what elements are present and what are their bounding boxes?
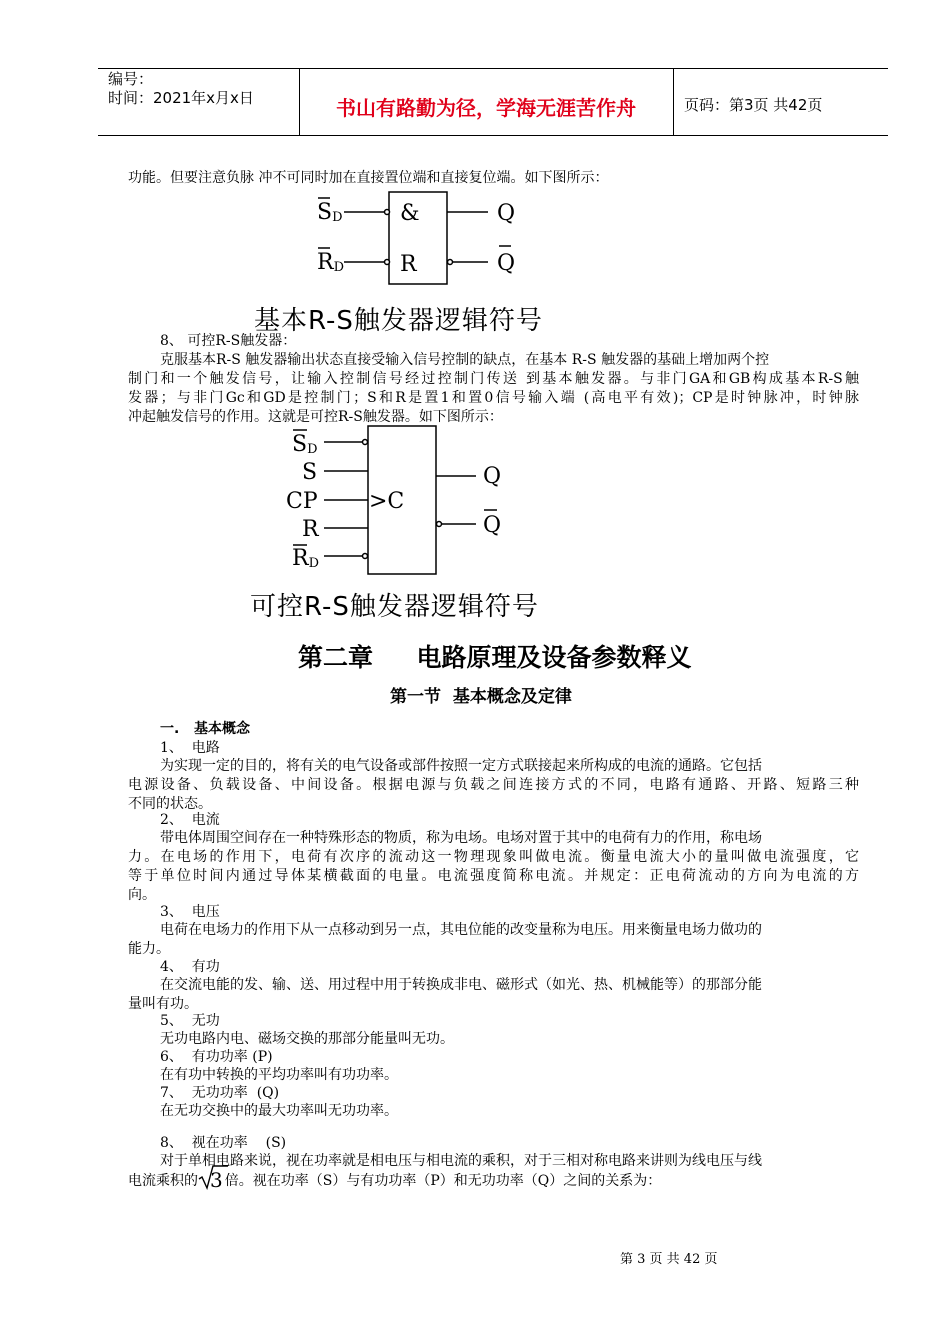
section-title: 第一节 基本概念及定律 <box>390 687 572 707</box>
item3-paragraph <box>128 921 859 959</box>
ctrl-sd-inversion-bubble <box>363 440 368 445</box>
item1-line-3: 不同的状态。 <box>128 796 212 812</box>
basic-qbar-inversion-bubble <box>448 260 453 265</box>
figure-controlled-rs-flipflop <box>280 422 520 578</box>
sqrt-value: 3 <box>210 1168 223 1192</box>
item4-heading: 4、 有功 <box>160 959 220 975</box>
ctrl-cp-label: CP <box>286 489 318 514</box>
basic-rd-label: RD <box>317 250 345 275</box>
last-line-suffix: 倍。视在功率（S）与有功功率（P）和无功功率（Q）之间的关系为： <box>224 1173 662 1189</box>
item4-line-2: 量叫有功。 <box>128 996 198 1012</box>
header-number-label: 编号： <box>108 70 154 88</box>
header-meta <box>108 70 254 108</box>
ctrl-clock-label: >C <box>369 489 405 514</box>
item3-line-1: 电荷在电场力的作用下从一点移动到另一点，其电位能的改变量称为电压。用来衡量电场力做功的 <box>160 922 762 938</box>
header-page-info: 页码：第3页 共42页 <box>684 96 823 114</box>
item5-heading: 5、 无功 <box>160 1013 220 1029</box>
item1-heading: 1、 电路 <box>160 740 220 756</box>
page-footer: 第 3 页 共 42 页 <box>620 1252 718 1267</box>
item1-line-1: 为实现一定的目的，将有关的电气设备或部件按照一定方式联接起来所构成的电流的通路。它包括 <box>160 758 762 774</box>
last-line-prefix: 电流乘积的 <box>128 1173 198 1189</box>
item1-line-2: 电源设备、负载设备、中间设备。根据电源与负载之间连接方式的不同，电路有通路、开路、短路三种 <box>128 777 859 793</box>
item3-line-2: 能力。 <box>128 941 170 957</box>
header-motto: 书山有路勤为径，学海无涯苦作舟 <box>336 96 636 120</box>
item1-paragraph <box>128 757 859 814</box>
ctrl-sd-label: SD <box>292 432 318 457</box>
ctrl-s-label: S <box>302 460 318 485</box>
item8b-line-2 <box>128 1168 662 1194</box>
basic-q-label: Q <box>497 201 516 226</box>
item8-line-4: 冲起触发信号的作用。这就是可控R-S触发器。如下图所示： <box>128 409 503 425</box>
basic-gate-r-label: R <box>400 252 417 277</box>
ctrl-r-label: R <box>302 517 319 542</box>
figure2-caption: 可控R-S触发器逻辑符号 <box>250 592 539 622</box>
item2-line-3: 等于单位时间内通过导体某横截面的电量。电流强度简称电流。并规定：正电荷流动的方向为电流的方 <box>128 868 859 884</box>
chapter-title: 第二章 电路原理及设备参数释义 <box>298 643 692 672</box>
item2-paragraph <box>128 829 859 905</box>
item5-line-1: 无功电路内电、磁场交换的那部分能量叫无功。 <box>160 1031 454 1047</box>
header-top-rule <box>98 68 888 69</box>
basic-rd-inversion-bubble <box>385 260 390 265</box>
basic-qbar-label: Q <box>497 251 516 276</box>
concepts-heading: 一. 基本概念 <box>160 721 250 737</box>
item8-line-1: 克服基本R-S 触发器输出状态直接受输入信号控制的缺点，在基本 R-S 触发器的基础上增加两个控 <box>160 352 770 368</box>
item2-line-1: 带电体周围空间存在一种特殊形态的物质，称为电场。电场对置于其中的电荷有力的作用，称电场 <box>160 830 762 846</box>
basic-sd-inversion-bubble <box>385 210 390 215</box>
ctrl-q-label: Q <box>483 464 502 489</box>
intro-line: 功能。但要注意负脉 冲不可同时加在直接置位端和直接复位端。如下图所示： <box>128 170 609 186</box>
item8-line-3: 发器；与非门Gc和GD是控制门；S和R是置1和置0信号输入端 (高电平有效)；CP是时钟脉冲，时钟脉 <box>128 390 859 406</box>
item2-heading: 2、 电流 <box>160 812 220 828</box>
item7-heading: 7、 无功功率 (Q) <box>160 1085 280 1101</box>
ctrl-qbar-label: Q <box>483 513 502 538</box>
basic-gate-and-label: & <box>400 201 420 226</box>
item4-line-1: 在交流电能的发、输、送、用过程中用于转换成非电、磁形式（如光、热、机械能等）的那部分能 <box>160 977 762 993</box>
figure-basic-rs-flipflop <box>300 188 530 288</box>
header-bottom-rule <box>98 135 888 136</box>
ctrl-rd-inversion-bubble <box>363 554 368 559</box>
item7-line-1: 在无功交换中的最大功率叫无功功率。 <box>160 1103 398 1119</box>
figure1-caption: 基本R-S触发器逻辑符号 <box>254 306 543 336</box>
item8-line-2: 制门和一个触发信号，让输入控制信号经过控制门传送 到基本触发器。与非门GA和GB构成基本R-S触 <box>128 371 859 387</box>
item2-line-2: 力。在电场的作用下，电荷有次序的流动这一物理现象叫做电流。衡量电流大小的量叫做电流强度，它 <box>128 849 859 865</box>
item3-heading: 3、 电压 <box>160 904 220 920</box>
item6-line-1: 在有功中转换的平均功率叫有功功率。 <box>160 1067 398 1083</box>
item8-paragraph <box>128 351 859 427</box>
item8-heading: 8、 可控R-S触发器： <box>160 333 297 349</box>
item8b-heading: 8、 视在功率 (S) <box>160 1135 287 1151</box>
ctrl-qbar-inversion-bubble <box>437 522 442 527</box>
item8b-line-1: 对于单相电路来说，视在功率就是相电压与相电流的乘积，对于三相对称电路来讲则为线电压与线 <box>160 1153 762 1169</box>
item4-paragraph <box>128 976 859 1014</box>
item6-heading: 6、 有功功率 (P) <box>160 1049 273 1065</box>
ctrl-rd-label: RD <box>292 546 320 571</box>
header-divider-2 <box>673 68 674 136</box>
sqrt-expression <box>198 1168 223 1194</box>
item2-line-4: 向。 <box>128 887 156 903</box>
header-time-label: 时间：2021年x月x日 <box>108 89 254 107</box>
basic-sd-label: SD <box>317 200 343 225</box>
